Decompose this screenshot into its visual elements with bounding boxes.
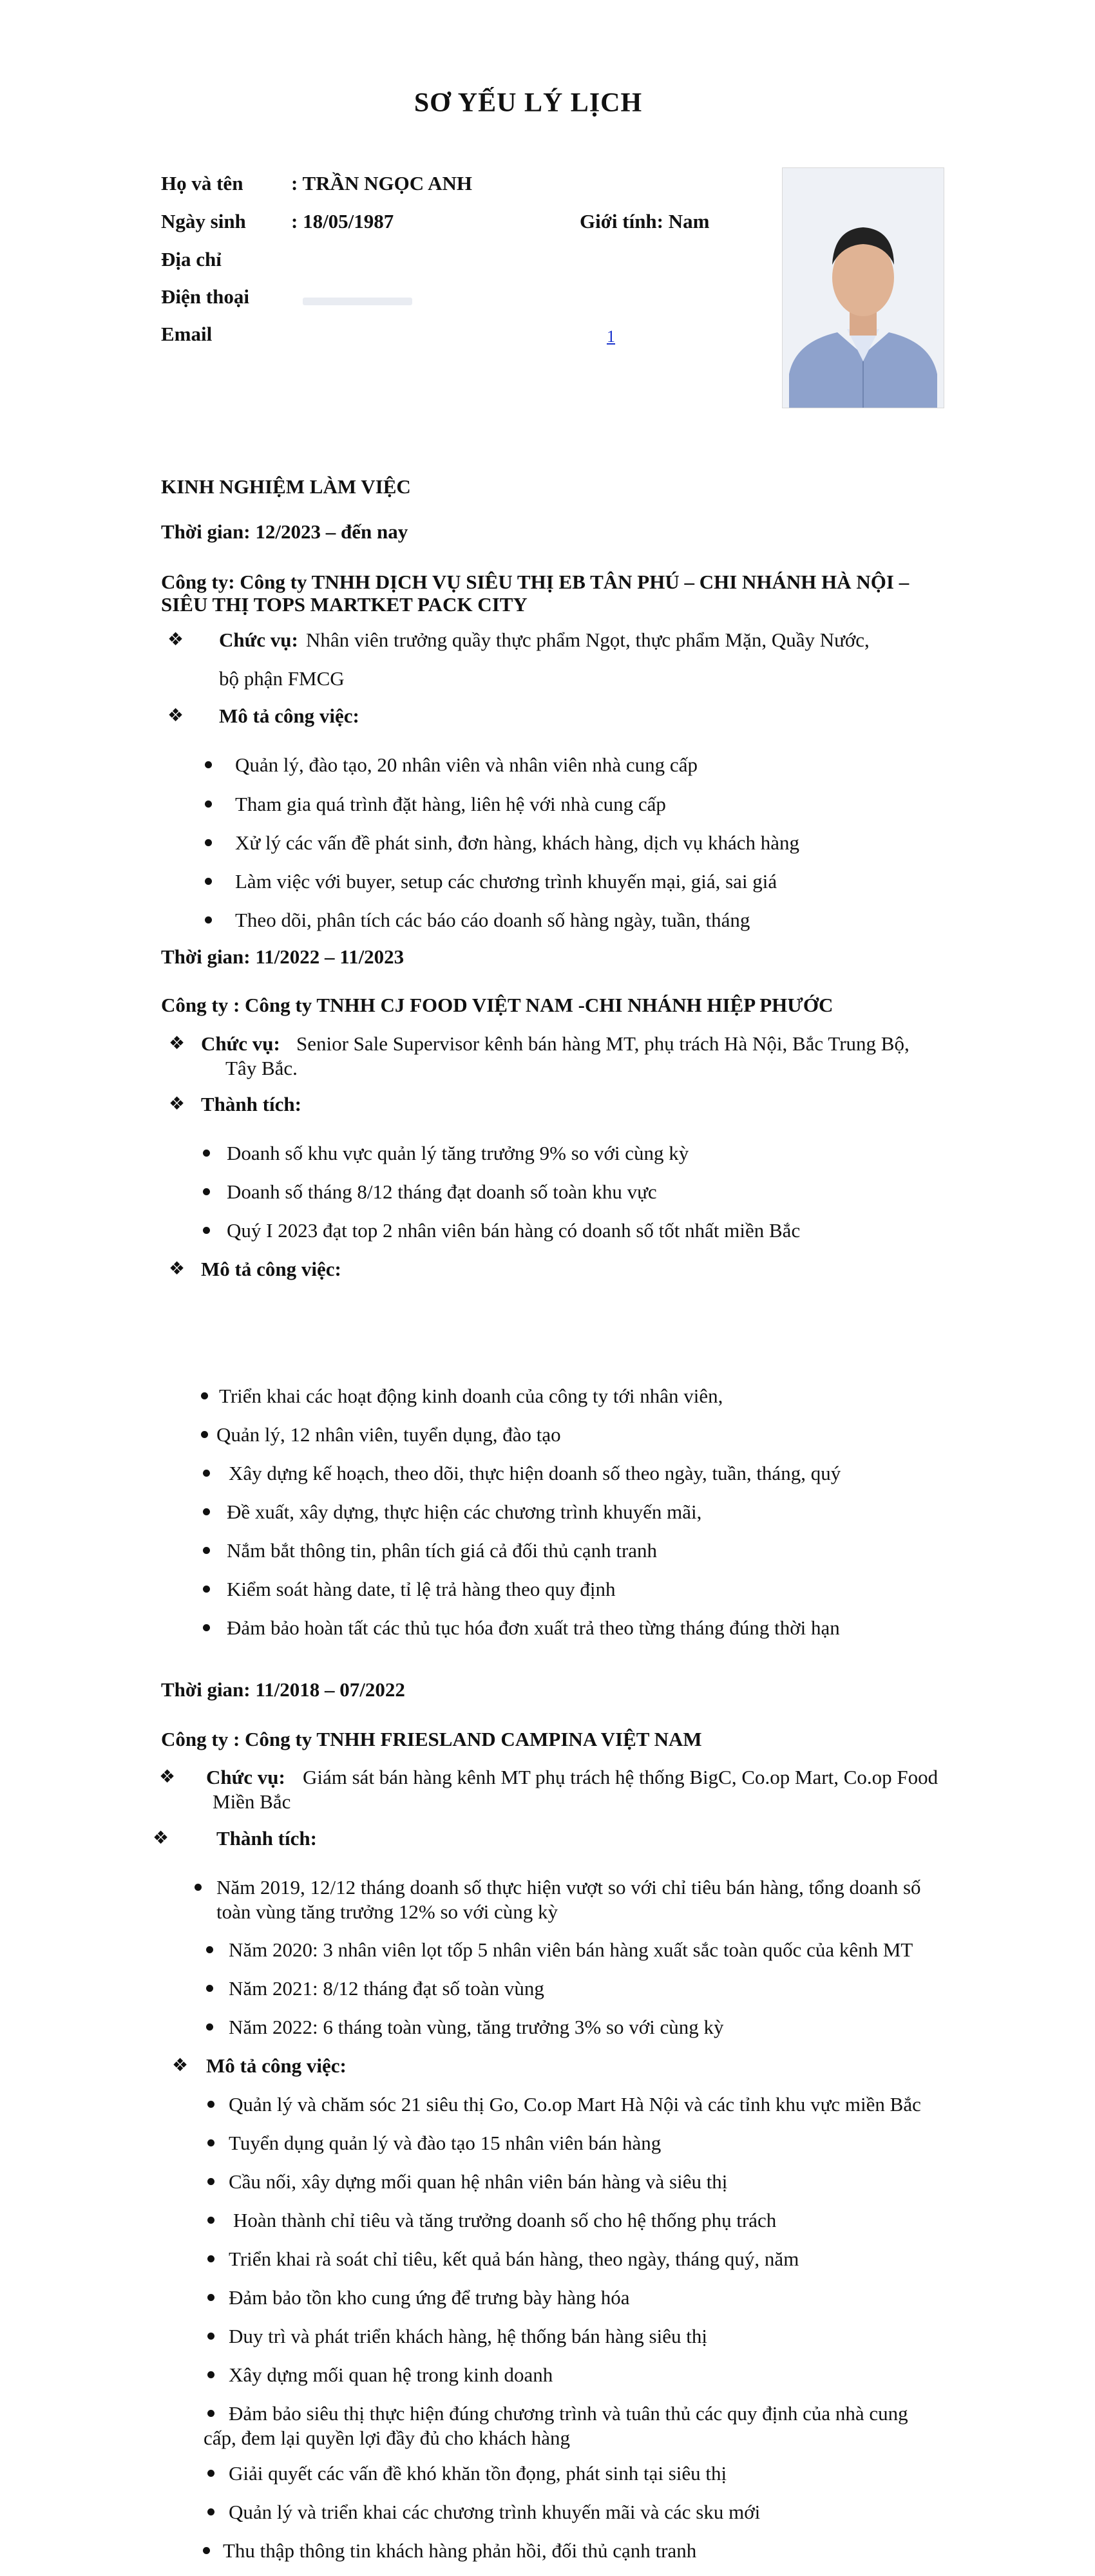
bullet-icon bbox=[207, 2255, 214, 2262]
diamond-bullet-icon: ❖ bbox=[159, 1767, 176, 1787]
diamond-bullet-icon: ❖ bbox=[167, 706, 184, 726]
list-item: Triển khai rà soát chỉ tiêu, kết quả bán hàng, theo ngày, tháng quý, năm bbox=[229, 2248, 799, 2270]
bullet-icon bbox=[201, 1431, 208, 1438]
job1-role-text2: bộ phận FMCG bbox=[219, 667, 345, 690]
bullet-icon bbox=[195, 1884, 202, 1891]
list-item: Xây dựng kế hoạch, theo dõi, thực hiện doanh số theo ngày, tuần, tháng, quý bbox=[229, 1462, 841, 1484]
bullet-icon bbox=[205, 916, 212, 923]
list-item: Thu thập thông tin khách hàng phản hồi, đối thủ cạnh tranh bbox=[223, 2539, 697, 2562]
list-item: Tham gia quá trình đặt hàng, liên hệ với nhà cung cấp bbox=[235, 793, 666, 815]
bullet-icon bbox=[207, 2371, 214, 2378]
list-item: Hoàn thành chỉ tiêu và tăng trưởng doanh số cho hệ thống phụ trách bbox=[233, 2209, 777, 2231]
job2-role-text: Senior Sale Supervisor kênh bán hàng MT, phụ trách Hà Nội, Bắc Trung Bộ, bbox=[296, 1032, 909, 1055]
person-portrait-icon bbox=[783, 168, 944, 408]
list-item: Năm 2019, 12/12 tháng doanh số thực hiện vượt so với chỉ tiêu bán hàng, tổng doanh số bbox=[216, 1876, 921, 1899]
gender-value: Giới tính: Nam bbox=[580, 210, 710, 232]
bullet-icon bbox=[205, 839, 212, 846]
bullet-icon bbox=[207, 2139, 214, 2146]
job1-company-line2: SIÊU THỊ TOPS MARTKET PACK CITY bbox=[161, 593, 528, 616]
list-item: Xây dựng mối quan hệ trong kinh doanh bbox=[229, 2363, 553, 2386]
bullet-icon bbox=[207, 2410, 214, 2417]
job3-role-text2: Miền Bắc bbox=[213, 1790, 291, 1813]
bullet-icon bbox=[203, 1508, 210, 1515]
list-item: Làm việc với buyer, setup các chương trình khuyến mại, giá, sai giá bbox=[235, 870, 777, 893]
diamond-bullet-icon: ❖ bbox=[167, 630, 184, 650]
diamond-bullet-icon: ❖ bbox=[172, 2056, 189, 2076]
job2-role-text2: Tây Bắc. bbox=[225, 1057, 298, 1079]
job2-role-label: Chức vụ: bbox=[201, 1032, 280, 1055]
job1-role-label: Chức vụ: bbox=[219, 629, 298, 651]
phone-label: Điện thoại bbox=[161, 285, 249, 308]
bullet-icon bbox=[203, 1624, 210, 1631]
address-label: Địa chỉ bbox=[161, 248, 222, 270]
bullet-icon bbox=[207, 2294, 214, 2301]
job3-company: Công ty : Công ty TNHH FRIESLAND CAMPINA VIỆT NAM bbox=[161, 1728, 702, 1750]
list-item: Doanh số khu vực quản lý tăng trưởng 9% so với cùng kỳ bbox=[227, 1142, 689, 1164]
dob-value: : 18/05/1987 bbox=[291, 210, 394, 232]
name-value: : TRẦN NGỌC ANH bbox=[291, 172, 473, 194]
bullet-icon bbox=[206, 1985, 213, 1992]
profile-photo bbox=[782, 167, 944, 408]
bullet-icon bbox=[207, 2178, 214, 2185]
bullet-icon bbox=[205, 761, 212, 768]
list-item: Cầu nối, xây dựng mối quan hệ nhân viên bán hàng và siêu thị bbox=[229, 2170, 728, 2193]
bullet-icon bbox=[206, 2023, 213, 2031]
job2-time: Thời gian: 11/2022 – 11/2023 bbox=[161, 945, 405, 968]
diamond-bullet-icon: ❖ bbox=[169, 1034, 186, 1054]
job2-ach-label: Thành tích: bbox=[201, 1093, 301, 1115]
redacted-phone bbox=[303, 298, 412, 305]
list-item: toàn vùng tăng trưởng 12% so với cùng kỳ bbox=[216, 1900, 558, 1923]
list-item: Quản lý, 12 nhân viên, tuyển dụng, đào tạo bbox=[216, 1423, 561, 1446]
list-item: Nắm bắt thông tin, phân tích giá cả đối thủ cạnh tranh bbox=[227, 1539, 658, 1562]
bullet-icon bbox=[203, 1188, 210, 1195]
list-item: Triển khai các hoạt động kinh doanh của công ty tới nhân viên, bbox=[219, 1385, 723, 1407]
bullet-icon bbox=[207, 2470, 214, 2477]
list-item: Duy trì và phát triển khách hàng, hệ thống bán hàng siêu thị bbox=[229, 2325, 707, 2347]
bullet-icon bbox=[203, 1470, 210, 1477]
job1-time: Thời gian: 12/2023 – đến nay bbox=[161, 520, 408, 543]
bullet-icon bbox=[207, 2333, 214, 2340]
list-item: Quý I 2023 đạt top 2 nhân viên bán hàng có doanh số tốt nhất miền Bắc bbox=[227, 1219, 801, 1242]
job3-time: Thời gian: 11/2018 – 07/2022 bbox=[161, 1678, 405, 1701]
job3-role-text: Giám sát bán hàng kênh MT phụ trách hệ thống BigC, Co.op Mart, Co.op Food bbox=[303, 1766, 938, 1788]
list-item: Năm 2022: 6 tháng toàn vùng, tăng trưởng 3% so với cùng kỳ bbox=[229, 2016, 724, 2038]
diamond-bullet-icon: ❖ bbox=[169, 1094, 186, 1114]
bullet-icon bbox=[206, 1946, 213, 1953]
list-item: Giải quyết các vấn đề khó khăn tồn đọng, phát sinh tại siêu thị bbox=[229, 2462, 727, 2485]
name-label: Họ và tên bbox=[161, 172, 243, 194]
job2-desc-label: Mô tả công việc: bbox=[201, 1258, 341, 1280]
list-item: Kiểm soát hàng date, tỉ lệ trả hàng theo quy định bbox=[227, 1578, 616, 1600]
bullet-icon bbox=[207, 2508, 214, 2515]
list-item: Xử lý các vấn đề phát sinh, đơn hàng, khách hàng, dịch vụ khách hàng bbox=[235, 831, 799, 854]
dob-label: Ngày sinh bbox=[161, 210, 246, 232]
job3-ach-label: Thành tích: bbox=[216, 1827, 317, 1850]
section-title: KINH NGHIỆM LÀM VIỆC bbox=[161, 475, 411, 498]
bullet-icon bbox=[203, 1547, 210, 1554]
bullet-icon bbox=[205, 800, 212, 808]
list-item: Đảm bảo hoàn tất các thủ tục hóa đơn xuất trả theo từng tháng đúng thời hạn bbox=[227, 1616, 840, 1639]
list-item: cấp, đem lại quyền lợi đầy đủ cho khách hàng bbox=[204, 2427, 571, 2449]
list-item: Quản lý và chăm sóc 21 siêu thị Go, Co.op Mart Hà Nội và các tỉnh khu vực miền Bắc bbox=[229, 2093, 921, 2116]
bullet-icon bbox=[201, 1392, 208, 1399]
list-item: Đảm bảo siêu thị thực hiện đúng chương trình và tuân thủ các quy định của nhà cung bbox=[229, 2402, 908, 2425]
list-item: Quản lý và triển khai các chương trình khuyến mãi và các sku mới bbox=[229, 2501, 761, 2523]
list-item: Đảm bảo tồn kho cung ứng để trưng bày hàng hóa bbox=[229, 2286, 630, 2309]
job1-role-text: Nhân viên trưởng quầy thực phẩm Ngọt, thực phẩm Mặn, Quầy Nước, bbox=[306, 629, 870, 651]
job3-role-label: Chức vụ: bbox=[206, 1766, 285, 1788]
list-item: Năm 2021: 8/12 tháng đạt số toàn vùng bbox=[229, 1977, 544, 2000]
job1-company-line1: Công ty: Công ty TNHH DỊCH VỤ SIÊU THỊ EB TÂN PHÚ – CHI NHÁNH HÀ NỘI – bbox=[161, 571, 909, 593]
job2-company: Công ty : Công ty TNHH CJ FOOD VIỆT NAM -CHI NHÁNH HIỆP PHƯỚC bbox=[161, 994, 833, 1016]
list-item: Đề xuất, xây dựng, thực hiện các chương trình khuyến mãi, bbox=[227, 1501, 702, 1523]
job3-desc-label: Mô tả công việc: bbox=[206, 2054, 347, 2077]
page-title: SƠ YẾU LÝ LỊCH bbox=[414, 88, 643, 118]
job1-desc-label: Mô tả công việc: bbox=[219, 705, 359, 727]
bullet-icon bbox=[205, 878, 212, 885]
list-item: Quản lý, đào tạo, 20 nhân viên và nhân viên nhà cung cấp bbox=[235, 753, 698, 776]
diamond-bullet-icon: ❖ bbox=[169, 1259, 186, 1279]
list-item: Năm 2020: 3 nhân viên lọt tốp 5 nhân viên bán hàng xuất sắc toàn quốc của kênh MT bbox=[229, 1938, 913, 1961]
list-item: Theo dõi, phân tích các báo cáo doanh số hàng ngày, tuần, tháng bbox=[235, 909, 750, 931]
bullet-icon bbox=[207, 2217, 214, 2224]
email-label: Email bbox=[161, 323, 213, 345]
diamond-bullet-icon: ❖ bbox=[153, 1828, 169, 1848]
bullet-icon bbox=[207, 2101, 214, 2108]
bullet-icon bbox=[203, 2547, 210, 2554]
email-link[interactable]: 1 bbox=[607, 327, 615, 346]
bullet-icon bbox=[203, 1150, 210, 1157]
list-item: Tuyển dụng quản lý và đào tạo 15 nhân viên bán hàng bbox=[229, 2132, 662, 2154]
bullet-icon bbox=[203, 1586, 210, 1593]
list-item: Doanh số tháng 8/12 tháng đạt doanh số toàn khu vực bbox=[227, 1180, 657, 1203]
bullet-icon bbox=[203, 1227, 210, 1234]
